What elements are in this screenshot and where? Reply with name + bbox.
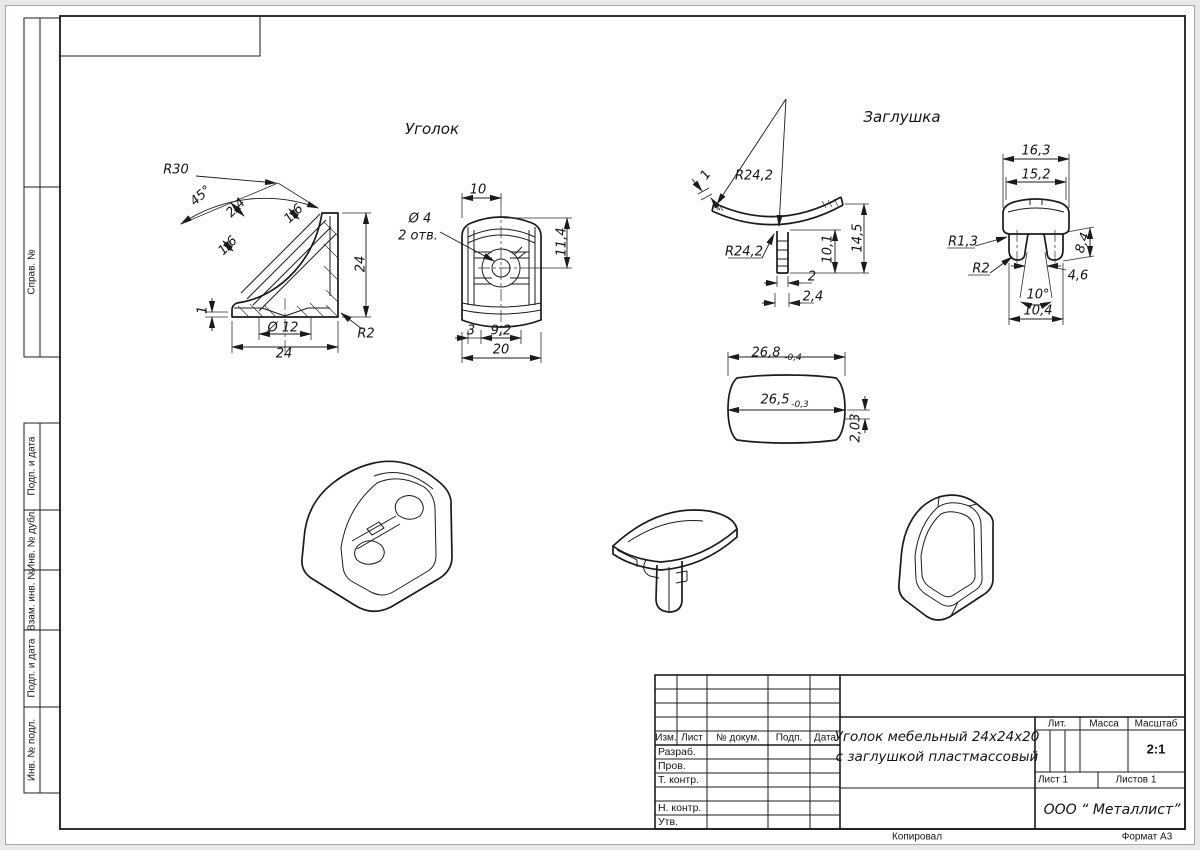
tb-row-prov: Пров. bbox=[658, 760, 686, 772]
dim-dia12: Ø 12 bbox=[267, 320, 299, 336]
tb-row-nkontr: Н. контр. bbox=[658, 802, 702, 814]
tb-scale-value: 2:1 bbox=[1146, 741, 1166, 757]
dim-45deg: 45° bbox=[187, 182, 215, 210]
tb-col-izm: Изм. bbox=[655, 732, 677, 744]
tb-sheets: Листов 1 bbox=[1115, 774, 1157, 786]
tb-col-podp: Подп. bbox=[775, 732, 803, 744]
dim-2-stem: 2 bbox=[807, 269, 817, 285]
dim-r24-2-a: R24,2 bbox=[735, 168, 773, 184]
dim-26-5-tol: -0,3 bbox=[791, 400, 809, 410]
dim-2otv: 2 отв. bbox=[398, 228, 438, 244]
margin-podp-data-1: Подп. и дата bbox=[26, 436, 38, 496]
zaglushka-section-title: Заглушка bbox=[863, 108, 941, 126]
tb-doc-name-line1: Уголок мебельный 24х24х20 bbox=[834, 729, 1040, 745]
dim-1-6-b: 1,6 bbox=[215, 233, 241, 259]
dim-26-8-tol: -0,4 bbox=[784, 353, 802, 363]
dim-9-2: 9,2 bbox=[490, 323, 512, 339]
tb-massa: Масса bbox=[1089, 718, 1119, 730]
dim-26-5: 26,5 bbox=[760, 392, 790, 408]
dim-16-3: 16,3 bbox=[1021, 143, 1051, 159]
dim-20: 20 bbox=[492, 342, 510, 358]
margin-podp-data-2: Подп. и дата bbox=[26, 638, 38, 698]
dim-26-8: 26,8 bbox=[751, 345, 781, 361]
tb-row-utv: Утв. bbox=[658, 816, 678, 828]
dim-r2-v4: R2 bbox=[972, 261, 990, 277]
dim-10deg: 10° bbox=[1026, 287, 1050, 303]
tb-col-data: Дата bbox=[813, 732, 837, 744]
dim-24-height: 24 bbox=[353, 255, 369, 273]
dim-11-4: 11,4 bbox=[554, 227, 570, 257]
dim-15-2: 15,2 bbox=[1021, 167, 1051, 183]
dim-1-lip: 1 bbox=[195, 305, 211, 315]
dim-2-4: 2,4 bbox=[223, 195, 249, 221]
dim-r24-2-b: R24,2 bbox=[725, 244, 763, 260]
dim-8-4: 8,4 bbox=[1072, 230, 1094, 256]
dim-2-03: 2,03 bbox=[848, 413, 864, 443]
tb-row-razrab: Разраб. bbox=[658, 746, 696, 758]
dim-1-6-a: 1,6 bbox=[281, 201, 307, 227]
tb-sheet: Лист 1 bbox=[1037, 774, 1069, 786]
ugolok-section-title: Уголок bbox=[404, 120, 460, 138]
dim-r2-v1: R2 bbox=[357, 326, 375, 342]
tb-company: ООО “ Металлист” bbox=[1043, 802, 1181, 818]
dim-1-thk: 1 bbox=[697, 167, 715, 183]
tb-doc-name-line2: с заглушкой пластмассовый bbox=[835, 749, 1039, 765]
dim-4-6: 4,6 bbox=[1067, 268, 1089, 284]
margin-vzam: Взам. инв. № bbox=[26, 569, 38, 631]
dim-14-5: 14,5 bbox=[850, 223, 866, 253]
dim-10: 10 bbox=[469, 182, 487, 198]
dim-dia4: Ø 4 bbox=[408, 211, 432, 227]
margin-sprav: Справ. № bbox=[26, 249, 38, 295]
dim-24-width: 24 bbox=[275, 346, 293, 362]
tb-format: Формат А3 bbox=[1121, 831, 1173, 843]
dim-3: 3 bbox=[466, 323, 476, 339]
dim-10-1: 10,1 bbox=[820, 234, 836, 264]
tb-row-tkontr: Т. контр. bbox=[658, 774, 700, 786]
tb-col-list: Лист bbox=[681, 732, 703, 744]
tb-masshtab: Масштаб bbox=[1134, 718, 1178, 730]
dim-10-4: 10,4 bbox=[1023, 303, 1053, 319]
dim-r1-3: R1,3 bbox=[948, 234, 978, 250]
margin-inv-podl: Инв. № подл. bbox=[26, 718, 38, 782]
dim-r30: R30 bbox=[163, 162, 189, 178]
tb-lit: Лит. bbox=[1047, 718, 1067, 730]
dim-2-4-stem: 2,4 bbox=[802, 289, 824, 305]
tb-col-doc: № докум. bbox=[716, 732, 760, 744]
tb-kopiroval: Копировал bbox=[891, 831, 943, 843]
margin-inv-dubl: Инв. № дубл. bbox=[26, 509, 38, 571]
